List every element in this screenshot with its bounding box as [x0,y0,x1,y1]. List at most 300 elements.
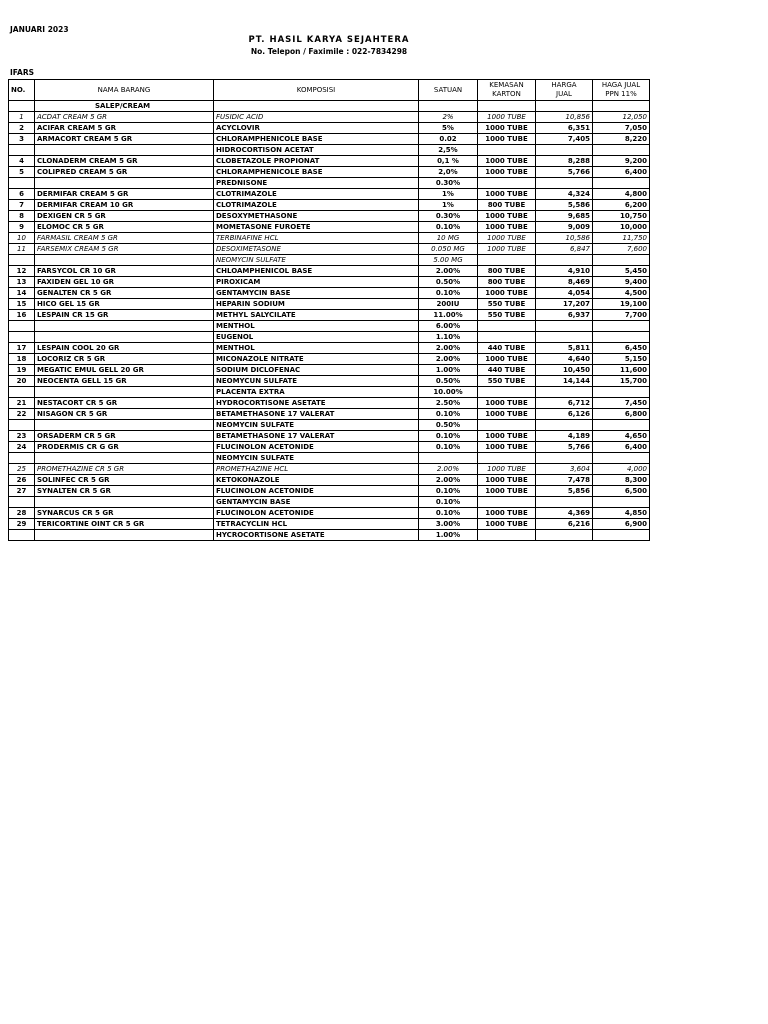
row-harga-jual: 8,469 [536,277,593,288]
table-row [9,343,650,354]
row-harga-ppn: 6,450 [593,343,650,354]
column-header-harga-ppn [593,80,650,101]
row-satuan: 10.00% [419,387,478,398]
row-kemasan: 800 TUBE [478,266,536,277]
row-kemasan: 440 TUBE [478,343,536,354]
table-row-continuation [9,255,650,266]
row-satuan: 2,5% [419,145,478,156]
row-harga-jual: 10,586 [536,233,593,244]
row-no: 17 [9,343,35,354]
table-row [9,167,650,178]
table-row [9,189,650,200]
row-nama-barang: FARSYCOL CR 10 GR [35,266,214,277]
row-satuan: 0.50% [419,277,478,288]
column-header-harga-line2: JUAL [556,90,572,98]
row-no: 19 [9,365,35,376]
row-no: 13 [9,277,35,288]
row-no: 22 [9,409,35,420]
table-row [9,244,650,255]
row-nama-barang: LOCORIZ CR 5 GR [35,354,214,365]
row-komposisi: HIDROCORTISON ACETAT [214,145,419,156]
column-header-harga-line1: HARGA [551,81,577,89]
row-harga-ppn: 6,500 [593,486,650,497]
row-no [9,453,35,464]
row-nama-barang: MEGATIC EMUL GELL 20 GR [35,365,214,376]
row-nama-barang [35,321,214,332]
table-row [9,299,650,310]
column-header-komposisi: KOMPOSISI [214,80,419,101]
row-harga-jual [536,178,593,189]
table-row-continuation [9,387,650,398]
row-harga-ppn [593,387,650,398]
table-row [9,486,650,497]
row-satuan: 200IU [419,299,478,310]
row-kemasan: 1000 TUBE [478,475,536,486]
category-empty-cell [478,101,536,112]
price-list-table [8,79,650,541]
row-harga-jual: 5,856 [536,486,593,497]
row-satuan: 1.10% [419,332,478,343]
row-kemasan: 550 TUBE [478,376,536,387]
row-kemasan: 1000 TUBE [478,288,536,299]
row-satuan: 0.10% [419,222,478,233]
row-nama-barang: NISAGON CR 5 GR [35,409,214,420]
row-harga-jual: 4,640 [536,354,593,365]
row-satuan: 0.02 [419,134,478,145]
row-komposisi: CHLORAMPHENICOLE BASE [214,134,419,145]
row-harga-ppn: 11,750 [593,233,650,244]
row-komposisi: HYDROCORTISONE ASETATE [214,398,419,409]
row-harga-ppn: 4,000 [593,464,650,475]
row-nama-barang: FAXIDEN GEL 10 GR [35,277,214,288]
row-harga-jual: 6,351 [536,123,593,134]
table-row-continuation [9,530,650,541]
row-komposisi: PLACENTA EXTRA [214,387,419,398]
row-nama-barang: ORSADERM CR 5 GR [35,431,214,442]
row-no: 29 [9,519,35,530]
row-harga-jual: 5,766 [536,442,593,453]
category-empty-cell [593,101,650,112]
row-satuan: 2.00% [419,266,478,277]
row-no: 26 [9,475,35,486]
row-no: 18 [9,354,35,365]
row-satuan: 6.00% [419,321,478,332]
row-kemasan: 1000 TUBE [478,398,536,409]
row-kemasan: 1000 TUBE [478,486,536,497]
row-kemasan: 1000 TUBE [478,409,536,420]
row-komposisi: FUSIDIC ACID [214,112,419,123]
table-row [9,222,650,233]
row-satuan: 0.50% [419,420,478,431]
row-komposisi: GENTAMYCIN BASE [214,497,419,508]
row-satuan: 2.00% [419,343,478,354]
row-harga-jual [536,387,593,398]
row-nama-barang: PROMETHAZINE CR 5 GR [35,464,214,475]
row-kemasan: 1000 TUBE [478,519,536,530]
table-row [9,233,650,244]
row-harga-jual: 4,054 [536,288,593,299]
table-row [9,266,650,277]
row-kemasan: 1000 TUBE [478,222,536,233]
row-no: 6 [9,189,35,200]
row-harga-jual: 6,712 [536,398,593,409]
row-satuan: 2.00% [419,464,478,475]
row-harga-jual [536,420,593,431]
row-harga-ppn: 6,400 [593,442,650,453]
table-row [9,112,650,123]
row-harga-jual: 5,586 [536,200,593,211]
row-satuan: 2.00% [419,354,478,365]
row-no [9,178,35,189]
row-harga-jual: 6,126 [536,409,593,420]
row-no: 15 [9,299,35,310]
row-harga-ppn: 12,050 [593,112,650,123]
column-header-harga-jual [536,80,593,101]
row-no: 2 [9,123,35,134]
row-satuan: 0.10% [419,486,478,497]
row-harga-ppn: 8,300 [593,475,650,486]
row-nama-barang: HICO GEL 15 GR [35,299,214,310]
row-komposisi: PREDNISONE [214,178,419,189]
row-harga-ppn: 8,220 [593,134,650,145]
row-nama-barang: ELOMOC CR 5 GR [35,222,214,233]
row-nama-barang: SYNALTEN CR 5 GR [35,486,214,497]
row-komposisi: PIROXICAM [214,277,419,288]
row-harga-ppn [593,255,650,266]
column-header-kemasan-line2: KARTON [492,90,521,98]
row-komposisi: FLUCINOLON ACETONIDE [214,486,419,497]
row-no [9,332,35,343]
company-name: PT. HASIL KARYA SEJAHTERA [248,35,410,45]
table-row-continuation [9,332,650,343]
row-satuan: 2.00% [419,475,478,486]
row-nama-barang: TERICORTINE OINT CR 5 GR [35,519,214,530]
row-nama-barang [35,178,214,189]
row-nama-barang [35,530,214,541]
row-harga-ppn: 5,150 [593,354,650,365]
row-nama-barang: ACDAT CREAM 5 GR [35,112,214,123]
row-nama-barang: CLONADERM CREAM 5 GR [35,156,214,167]
category-row [9,101,650,112]
row-no [9,420,35,431]
row-no [9,145,35,156]
row-no: 25 [9,464,35,475]
table-row [9,310,650,321]
row-komposisi: MICONAZOLE NITRATE [214,354,419,365]
row-harga-ppn [593,178,650,189]
row-harga-jual: 3,604 [536,464,593,475]
row-harga-ppn: 9,200 [593,156,650,167]
row-kemasan [478,255,536,266]
row-harga-jual: 14,144 [536,376,593,387]
column-header-ppn-line2: PPN 11% [605,90,637,98]
row-harga-jual: 9,009 [536,222,593,233]
row-no [9,387,35,398]
row-harga-jual [536,255,593,266]
row-komposisi: NEOMYCUN SULFATE [214,376,419,387]
row-harga-ppn: 10,750 [593,211,650,222]
row-kemasan: 1000 TUBE [478,112,536,123]
row-no: 9 [9,222,35,233]
row-harga-ppn [593,420,650,431]
row-nama-barang: DERMIFAR CREAM 5 GR [35,189,214,200]
row-nama-barang: NEOCENTA GELL 15 GR [35,376,214,387]
row-komposisi: DESOXYMETHASONE [214,211,419,222]
row-kemasan: 1000 TUBE [478,464,536,475]
table-row-continuation [9,178,650,189]
row-satuan: 0.10% [419,508,478,519]
row-kemasan: 1000 TUBE [478,123,536,134]
row-harga-jual: 4,324 [536,189,593,200]
row-harga-ppn: 7,700 [593,310,650,321]
row-harga-ppn: 4,650 [593,431,650,442]
row-no [9,321,35,332]
table-row [9,288,650,299]
category-no-cell [9,101,35,112]
row-harga-jual: 6,937 [536,310,593,321]
row-kemasan: 1000 TUBE [478,134,536,145]
row-harga-jual: 4,189 [536,431,593,442]
column-header-no: NO. [9,80,35,101]
row-nama-barang [35,387,214,398]
row-harga-jual [536,145,593,156]
row-kemasan: 1000 TUBE [478,431,536,442]
row-harga-ppn [593,497,650,508]
table-row [9,398,650,409]
row-harga-jual [536,497,593,508]
row-harga-ppn [593,145,650,156]
row-no [9,255,35,266]
row-komposisi: MENTHOL [214,321,419,332]
row-harga-ppn: 4,800 [593,189,650,200]
brand-label: IFARS [10,68,35,77]
row-nama-barang: FARMASIL CREAM 5 GR [35,233,214,244]
row-komposisi: NEOMYCIN SULFATE [214,420,419,431]
table-row [9,442,650,453]
row-kemasan: 1000 TUBE [478,508,536,519]
column-header-kemasan-line1: KEMASAN [489,81,524,89]
row-harga-jual: 7,478 [536,475,593,486]
row-harga-ppn [593,453,650,464]
row-no [9,497,35,508]
row-komposisi: NEOMYCIN SULFATE [214,453,419,464]
table-header-row [9,80,650,101]
row-satuan: 11.00% [419,310,478,321]
column-header-kemasan [478,80,536,101]
row-kemasan: 1000 TUBE [478,244,536,255]
row-komposisi: DESOXIMETASONE [214,244,419,255]
row-kemasan [478,497,536,508]
table-row-continuation [9,145,650,156]
table-row-continuation [9,420,650,431]
row-nama-barang [35,497,214,508]
row-kemasan [478,332,536,343]
row-kemasan: 800 TUBE [478,200,536,211]
row-no [9,530,35,541]
table-row [9,134,650,145]
company-phone: No. Telepon / Faximile : 022-7834298 [250,47,408,56]
row-harga-jual: 5,811 [536,343,593,354]
row-harga-ppn: 6,800 [593,409,650,420]
row-harga-ppn: 9,400 [593,277,650,288]
row-no: 16 [9,310,35,321]
row-satuan: 0.10% [419,288,478,299]
row-no: 27 [9,486,35,497]
row-satuan: 2,0% [419,167,478,178]
column-header-nama-barang: NAMA BARANG [35,80,214,101]
row-no: 3 [9,134,35,145]
row-komposisi: CLOBETAZOLE PROPIONAT [214,156,419,167]
row-nama-barang: COLIPRED CREAM 5 GR [35,167,214,178]
row-komposisi: TERBINAFINE HCL [214,233,419,244]
row-kemasan [478,420,536,431]
row-harga-ppn: 7,600 [593,244,650,255]
row-no: 24 [9,442,35,453]
row-harga-jual: 5,766 [536,167,593,178]
table-row [9,464,650,475]
row-no: 21 [9,398,35,409]
row-no: 23 [9,431,35,442]
row-kemasan: 1000 TUBE [478,211,536,222]
row-no: 7 [9,200,35,211]
row-komposisi: CLOTRIMAZOLE [214,189,419,200]
row-harga-ppn: 4,500 [593,288,650,299]
row-komposisi: METHYL SALYCILATE [214,310,419,321]
row-komposisi: CHLOAMPHENICOL BASE [214,266,419,277]
category-empty-cell [214,101,419,112]
row-kemasan [478,387,536,398]
row-satuan: 1.00% [419,365,478,376]
row-harga-ppn [593,530,650,541]
row-kemasan [478,145,536,156]
table-row [9,409,650,420]
row-harga-ppn: 7,450 [593,398,650,409]
row-harga-ppn [593,321,650,332]
row-komposisi: HEPARIN SODIUM [214,299,419,310]
row-no: 10 [9,233,35,244]
row-nama-barang [35,453,214,464]
row-satuan: 0.50% [419,376,478,387]
row-satuan: 5.00 MG [419,255,478,266]
row-komposisi: MOMETASONE FUROETE [214,222,419,233]
row-no: 8 [9,211,35,222]
row-nama-barang: DEXIGEN CR 5 GR [35,211,214,222]
row-kemasan: 1000 TUBE [478,354,536,365]
row-harga-ppn: 4,850 [593,508,650,519]
row-nama-barang: LESPAIN CR 15 GR [35,310,214,321]
row-no: 28 [9,508,35,519]
row-harga-jual: 6,847 [536,244,593,255]
row-harga-jual: 17,207 [536,299,593,310]
row-harga-jual [536,453,593,464]
row-komposisi: SODIUM DICLOFENAC [214,365,419,376]
row-kemasan [478,530,536,541]
row-nama-barang: GENALTEN CR 5 GR [35,288,214,299]
row-nama-barang [35,332,214,343]
row-satuan: 0.10% [419,409,478,420]
row-harga-jual: 10,450 [536,365,593,376]
row-harga-jual [536,530,593,541]
row-satuan: 2.50% [419,398,478,409]
table-row-continuation [9,453,650,464]
row-nama-barang: ACIFAR CREAM 5 GR [35,123,214,134]
row-satuan: 0.10% [419,431,478,442]
row-kemasan: 1000 TUBE [478,189,536,200]
row-satuan: 1.00% [419,530,478,541]
table-row [9,200,650,211]
table-row [9,365,650,376]
row-harga-ppn: 5,450 [593,266,650,277]
row-harga-ppn: 7,050 [593,123,650,134]
row-kemasan [478,453,536,464]
row-satuan: 10 MG [419,233,478,244]
row-komposisi: GENTAMYCIN BASE [214,288,419,299]
table-row [9,431,650,442]
row-no: 1 [9,112,35,123]
row-nama-barang: PRODERMIS CR G GR [35,442,214,453]
row-nama-barang: LESPAIN COOL 20 GR [35,343,214,354]
row-no: 14 [9,288,35,299]
category-label: SALEP/CREAM [35,101,214,112]
row-komposisi: EUGENOL [214,332,419,343]
table-row [9,519,650,530]
row-harga-ppn: 11,600 [593,365,650,376]
row-satuan: 0.10% [419,497,478,508]
row-harga-jual [536,332,593,343]
row-satuan: 1% [419,200,478,211]
column-header-satuan: SATUAN [419,80,478,101]
row-satuan: 0.30% [419,178,478,189]
row-komposisi: HYCROCORTISONE ASETATE [214,530,419,541]
row-nama-barang: NESTACORT CR 5 GR [35,398,214,409]
row-satuan: 2% [419,112,478,123]
row-nama-barang: SYNARCUS CR 5 GR [35,508,214,519]
row-no: 5 [9,167,35,178]
row-komposisi: BETAMETHASONE 17 VALERAT [214,409,419,420]
row-no: 12 [9,266,35,277]
table-row [9,475,650,486]
row-harga-ppn: 6,400 [593,167,650,178]
row-kemasan: 1000 TUBE [478,233,536,244]
row-komposisi: FLUCINOLON ACETONIDE [214,442,419,453]
category-empty-cell [419,101,478,112]
row-komposisi: MENTHOL [214,343,419,354]
table-row [9,508,650,519]
row-nama-barang: SOLINFEC CR 5 GR [35,475,214,486]
row-komposisi: CLOTRIMAZOLE [214,200,419,211]
row-harga-ppn: 6,200 [593,200,650,211]
table-row [9,376,650,387]
row-kemasan: 1000 TUBE [478,156,536,167]
document-date: JANUARI 2023 [10,25,69,34]
row-komposisi: PROMETHAZINE HCL [214,464,419,475]
table-row [9,277,650,288]
row-nama-barang: ARMACORT CREAM 5 GR [35,134,214,145]
row-kemasan: 1000 TUBE [478,167,536,178]
row-harga-jual: 7,405 [536,134,593,145]
row-no: 4 [9,156,35,167]
table-row-continuation [9,497,650,508]
row-satuan: 0,1 % [419,156,478,167]
table-row [9,156,650,167]
row-satuan: 3.00% [419,519,478,530]
row-harga-jual: 9,685 [536,211,593,222]
row-nama-barang: FARSEMIX CREAM 5 GR [35,244,214,255]
table-row [9,211,650,222]
table-row [9,354,650,365]
row-komposisi: TETRACYCLIN HCL [214,519,419,530]
row-no: 11 [9,244,35,255]
